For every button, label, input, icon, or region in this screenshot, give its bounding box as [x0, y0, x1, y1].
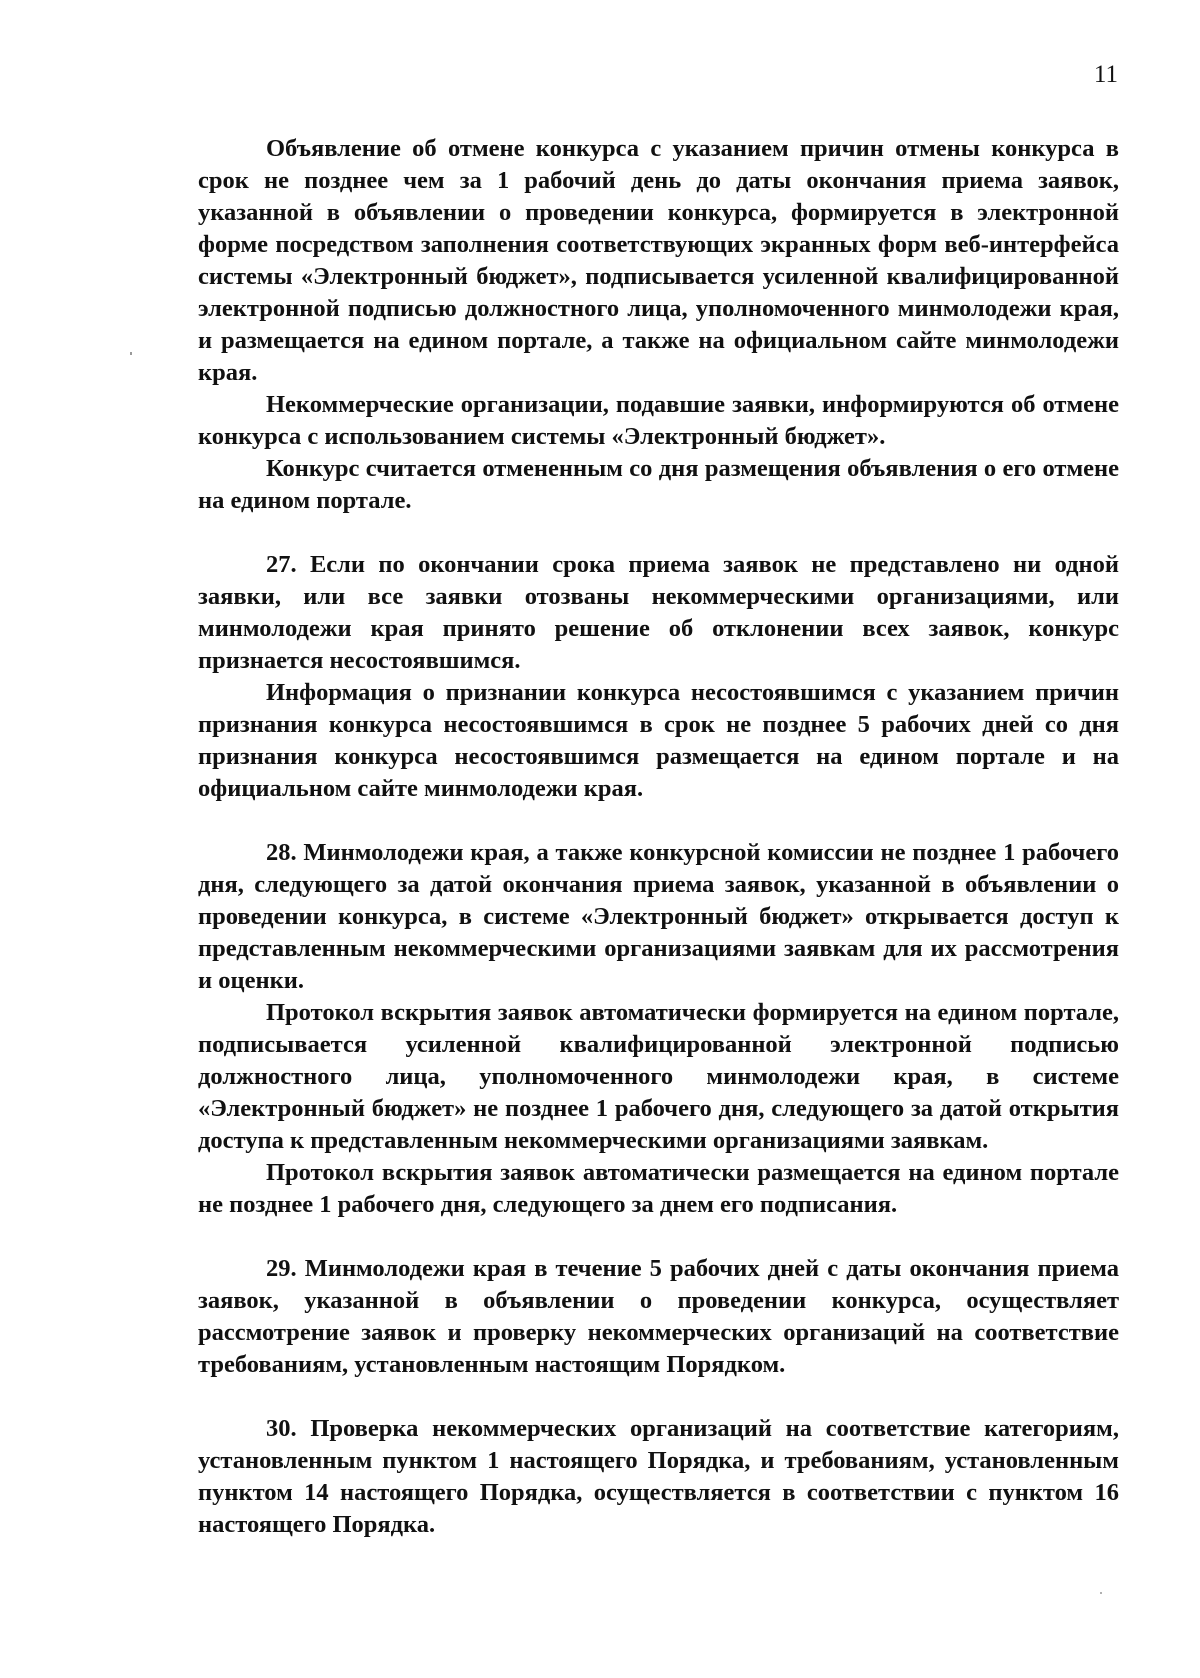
paragraph-gap — [198, 1221, 1119, 1253]
page-number: 11 — [1093, 61, 1118, 88]
paragraph-clause-29: 29. Минмолодежи края в течение 5 рабочих дней с даты окончания приема заявок, указанной в объявлении о проведении конкурса, осуществляет рассмотрение заявок и проверку некоммерческих организаций на соответствие требованиям, установленным настоящим Порядком. — [198, 1255, 1119, 1378]
paragraph-organizations-informed: Некоммерческие организации, подавшие заявки, информируются об отмене конкурса с использованием системы «Электронный бюджет». — [198, 391, 1119, 450]
paragraph-opening-protocol: Протокол вскрытия заявок автоматически формируется на едином портале, подписывается усиленной квалифицированной электронной подписью должностного лица, уполномоченного минмолодежи края, в системе «Электронный бюджет» не позднее 1 рабочего дня, следующего за датой открытия доступа к представленным некоммерческими организациями заявкам. — [198, 999, 1119, 1154]
paragraph-clause-28: 28. Минмолодежи края, а также конкурсной комиссии не позднее 1 рабочего дня, следующего за датой окончания приема заявок, указанной в объявлении о проведении конкурса, в системе «Электронный бюджет» открывается доступ к представленным некоммерческими организациями заявкам для их рассмотрения и оценки. — [198, 839, 1119, 994]
paragraph-clause-30: 30. Проверка некоммерческих организаций на соответствие категориям, установленным пунктом 1 настоящего Порядка, и требованиям, установленным пунктом 14 настоящего Порядка, осуществляется в соответствии с пунктом 16 настоящего Порядка. — [198, 1415, 1119, 1538]
scan-speck — [130, 352, 132, 355]
paragraph-protocol-publication: Протокол вскрытия заявок автоматически размещается на едином портале не позднее 1 рабочего дня, следующего за днем его подписания. — [198, 1159, 1119, 1218]
document-body — [198, 133, 1119, 1541]
paragraph-gap — [198, 1381, 1119, 1413]
paragraph-clause-27: 27. Если по окончании срока приема заявок не представлено ни одной заявки, или все заявки отозваны некоммерческими организациями, или минмолодежи края принято решение об отклонении всех заявок, конкурс признается несостоявшимся. — [198, 551, 1119, 674]
paragraph-gap — [198, 805, 1119, 837]
scan-speck — [1100, 1592, 1102, 1594]
paragraph-cancellation-notice: Объявление об отмене конкурса с указанием причин отмены конкурса в срок не позднее чем за 1 рабочий день до даты окончания приема заявок, указанной в объявлении о проведении конкурса, формируется в электронной форме посредством заполнения соответствующих экранных форм веб-интерфейса системы «Электронный бюджет», подписывается усиленной квалифицированной электронной подписью должностного лица, уполномоченного минмолодежи края, и размещается на едином портале, а также на официальном сайте минмолодежи края. — [198, 135, 1119, 386]
paragraph-failed-contest-info: Информация о признании конкурса несостоявшимся с указанием причин признания конкурса несостоявшимся в срок не позднее 5 рабочих дней со дня признания конкурса несостоявшимся размещается на едином портале и на официальном сайте минмолодежи края. — [198, 679, 1119, 802]
paragraph-contest-cancelled: Конкурс считается отмененным со дня размещения объявления о его отмене на едином портале. — [198, 455, 1119, 514]
paragraph-gap — [198, 517, 1119, 549]
